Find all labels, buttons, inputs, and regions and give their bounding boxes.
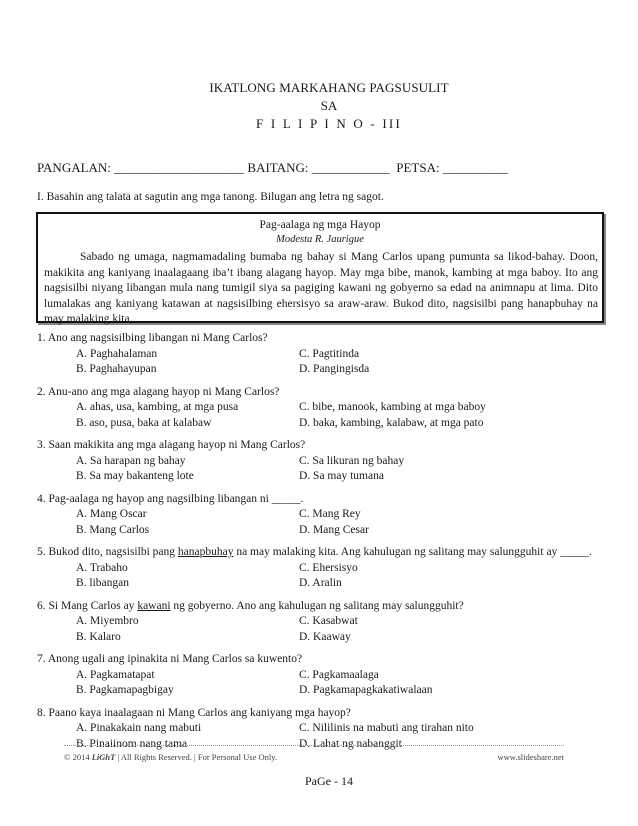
option-c[interactable]: C. Sa likuran ng bahay (299, 454, 405, 467)
option-d[interactable]: D. Mang Cesar (299, 523, 369, 536)
question-5 (37, 545, 607, 592)
option-c[interactable]: C. Pagkamaalaga (299, 668, 379, 681)
option-a[interactable]: A. Trabaho (76, 561, 128, 574)
option-d[interactable]: D. Pangingisda (299, 363, 370, 375)
option-b[interactable]: B. Paghahayupan (76, 363, 157, 375)
option-d[interactable]: D. Sa may tumana (299, 470, 384, 482)
option-a[interactable]: A. Pinakakain nang mabuti (76, 722, 202, 734)
option-b[interactable]: B. Pinaiinom nang tama (76, 737, 188, 750)
footer-divider (64, 745, 564, 746)
question-text (37, 545, 607, 561)
question-2 (37, 385, 607, 432)
option-a[interactable]: A. Pagkamatapat (76, 668, 155, 681)
question-1 (37, 331, 607, 378)
question-3 (37, 438, 607, 485)
question-text: 8. Paano kaya inaalagaan ni Mang Carlos ang kaniyang mga hayop? (37, 706, 351, 719)
option-b[interactable]: B. Mang Carlos (76, 523, 150, 536)
question-text: 3. Saan makikita ang mga alagang hayop ni Mang Carlos? (37, 439, 306, 451)
copyright-icon: © (64, 752, 71, 762)
underlined-word: hanapbuhay (177, 546, 234, 558)
question-7 (37, 652, 607, 699)
option-d[interactable]: D. Aralin (299, 577, 342, 589)
question-text: 4. Pag-aalaga ng hayop ang nagsilbing libangan ni _____. (37, 492, 304, 505)
option-d[interactable]: D. Kaaway (299, 630, 351, 643)
option-c[interactable]: C. Pagtitinda (299, 347, 360, 360)
question-text-start: 6. Si Mang Carlos ay (37, 599, 138, 612)
exam-title-block (0, 79, 638, 133)
option-a[interactable]: A. Miyembro (76, 615, 139, 627)
option-b[interactable]: B. Pagkamapagbigay (76, 684, 174, 696)
footer-copyright (64, 752, 277, 762)
story-title: Pag-aalaga ng mga Hayop (259, 219, 381, 231)
underlined-word: kawani (137, 599, 171, 612)
question-4 (37, 492, 607, 539)
option-b[interactable]: B. libangan (76, 577, 130, 589)
question-text-end: na may malaking kita. Ang kahulugan ng salitang may salungguhit ay _____. (233, 546, 592, 558)
question-text-end: ng gobyerno. Ano ang kahulugan ng salitang may salungguhit? (170, 599, 464, 612)
question-text (37, 599, 607, 615)
option-b[interactable]: B. Sa may bakanteng lote (76, 470, 194, 482)
story-text: Sabado ng umaga, nagmamadaling bumaba ng bahay si Mang Carlos upang pumunta sa likod-bahay. Doon, makikita ang kaniyang inaalagaang iba’t ibang alagang hayop. May mga bibe, manok, kambing at mga baboy. Ito ang nagsisilbi niyang libangan mula nang tumigil siya sa pagiging kawani ng gobyerno sa edad na animnapu at lima. Dito lumalakas ang kaniyang katawan at nagsisilbing ehersisyo sa araw-araw. Bukod dito, nagsisilbi pang hanapbuhay na may malaking kita. (44, 251, 598, 326)
student-info-line: PANGALAN: ____________________ BAITANG: ____________ PETSA: __________ (37, 160, 508, 175)
option-b[interactable]: B. aso, pusa, baka at kalabaw (76, 416, 212, 429)
question-text: 2. Anu-ano ang mga alagang hayop ni Mang Carlos? (37, 385, 280, 398)
footer (64, 752, 564, 762)
footer-brand: LiGhT (91, 752, 116, 762)
exam-title: IKATLONG MARKAHANG PAGSUSULIT (209, 80, 449, 95)
story-body (44, 250, 598, 328)
question-list (37, 331, 607, 752)
option-d[interactable]: D. Lahat ng nabanggit (299, 737, 402, 750)
story-author: Modesta R. Jaurigue (276, 234, 364, 245)
option-c[interactable]: C. Mang Rey (299, 508, 361, 520)
option-c[interactable]: C. Kasabwat (299, 615, 358, 627)
option-c[interactable]: C. bibe, manook, kambing at mga baboy (299, 401, 486, 413)
question-text: 7. Anong ugali ang ipinakita ni Mang Carlos sa kuwento? (37, 653, 303, 665)
option-a[interactable]: A. Mang Oscar (76, 508, 147, 520)
option-a[interactable]: A. Paghahalaman (76, 347, 158, 360)
footer-year: 2014 (72, 752, 90, 762)
option-b[interactable]: B. Kalaro (76, 630, 121, 643)
story-box (36, 212, 604, 326)
footer-rights: | All Rights Reserved. | For Personal Use Only. (117, 752, 278, 762)
option-a[interactable]: A. ahas, usa, kambing, at mga pusa (76, 401, 239, 413)
exam-subtitle-sa: SA (320, 98, 338, 113)
option-d[interactable]: D. baka, kambing, kalabaw, at mga pato (299, 416, 484, 429)
option-d[interactable]: D. Pagkamapagkakatiwalaan (299, 684, 433, 696)
question-6 (37, 599, 607, 646)
page-number: PaGe - 14 (305, 774, 353, 788)
exam-subject: F I L I P I N O - III (256, 116, 402, 131)
option-c[interactable]: C. Ehersisyo (299, 561, 358, 574)
option-a[interactable]: A. Sa harapan ng bahay (76, 454, 186, 467)
footer-site[interactable]: www.slideshare.net (497, 752, 564, 762)
option-c[interactable]: C. Nililinis na mabuti ang tirahan nito (299, 722, 474, 734)
instructions: I. Basahin ang talata at sagutin ang mga tanong. Bilugan ang letra ng sagot. (37, 191, 384, 203)
question-text: 1. Ano ang nagsisilbing libangan ni Mang Carlos? (37, 332, 268, 344)
question-text-start: 5. Bukod dito, nagsisilbi pang (37, 546, 178, 558)
